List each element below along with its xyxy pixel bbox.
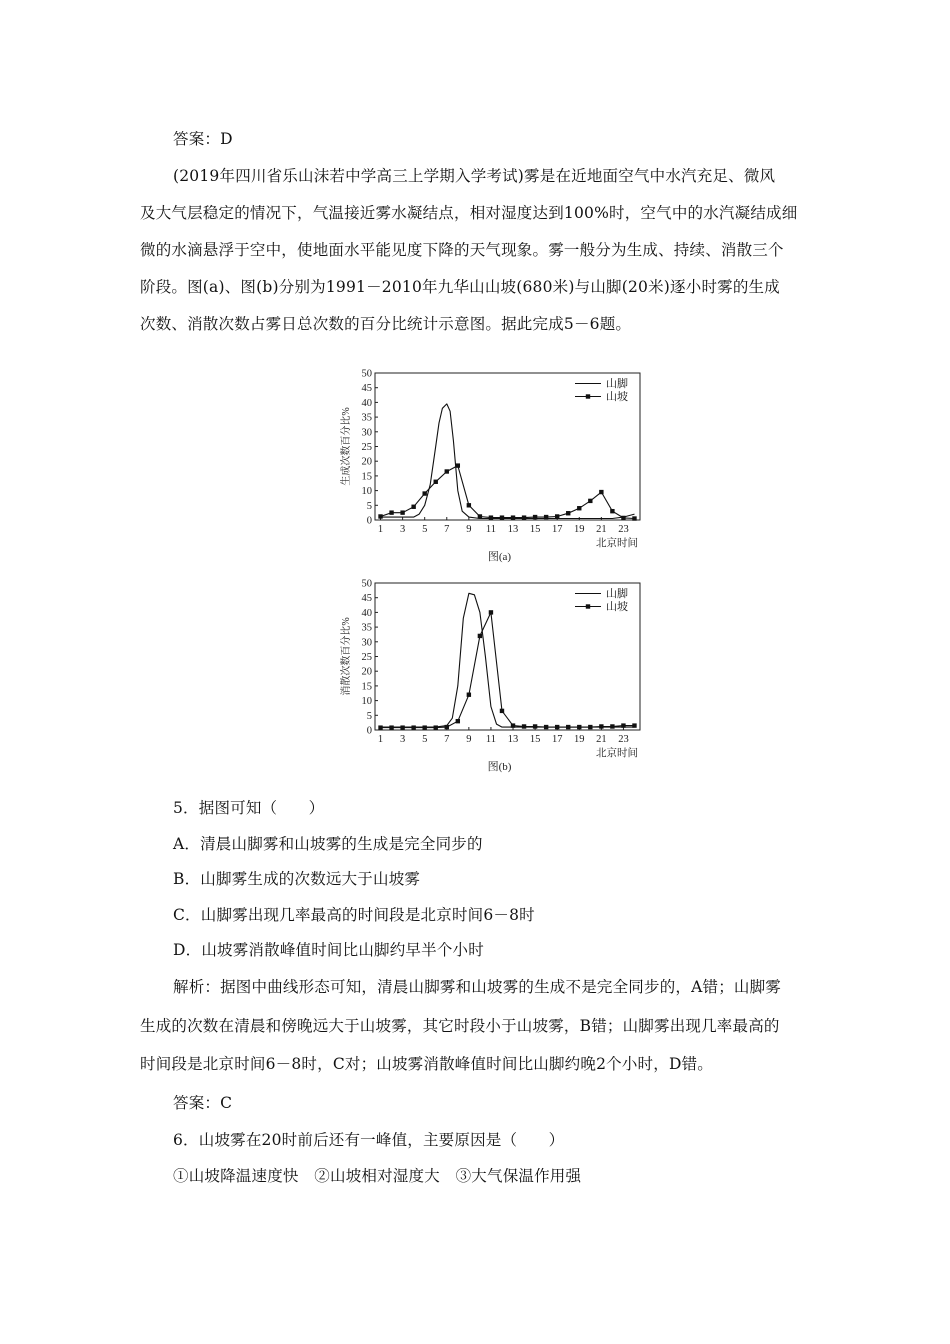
series-line-山坡 [381,466,635,519]
data-point [500,515,504,519]
data-point [434,725,438,729]
y-tick-label: 10 [361,696,372,708]
x-tick-label: 9 [466,734,472,745]
y-tick-label: 25 [361,442,372,453]
x-tick-label: 7 [444,734,450,745]
y-axis-label: 生成次数百分比% [341,407,352,486]
data-point [489,515,493,519]
data-point [632,723,636,727]
analysis-line: 生成的次数在清晨和傍晚远大于山坡雾，其它时段小于山坡雾，B错；山脚雾出现几率最高的 [140,1017,780,1035]
x-tick-label: 7 [444,524,450,535]
x-tick-label: 1 [377,524,384,535]
x-tick-label: 21 [596,524,607,535]
analysis-line: 解析：据图中曲线形态可知，清晨山脚雾和山坡雾的生成不是完全同步的，A错；山脚雾 [173,978,781,996]
y-tick-label: 40 [361,397,372,409]
y-axis-label: 消散次数百分比% [341,617,352,696]
passage-line: 次数、消散次数占雾日总次数的百分比统计示意图。据此完成5－6题。 [140,315,632,333]
data-point [610,724,614,728]
passage-line: 微的水滴悬浮于空中，使地面水平能见度下降的天气现象。雾一般分为生成、持续、消散三个 [140,241,784,259]
chart-a [335,363,655,570]
data-point [621,723,625,727]
x-axis-label: 北京时间 [596,538,638,549]
y-tick-label: 40 [361,607,372,619]
data-point [632,516,636,520]
legend-marker [586,394,590,398]
y-tick-label: 10 [361,486,372,498]
data-point [411,505,415,509]
x-tick-label: 17 [551,734,563,745]
x-tick-label: 9 [466,524,472,535]
chart-b [335,573,655,780]
y-tick-label: 30 [361,637,372,649]
x-tick-label: 1 [377,734,384,745]
y-tick-label: 15 [361,471,372,483]
y-tick-label: 5 [366,710,372,722]
data-point [411,725,415,729]
x-tick-label: 15 [529,524,541,535]
y-tick-label: 45 [361,593,372,605]
data-point [599,724,603,728]
data-point [456,463,460,467]
x-tick-label: 15 [529,734,541,745]
data-point [522,515,526,519]
data-point [555,514,559,518]
x-tick-label: 17 [551,524,563,535]
data-point [400,510,404,514]
y-tick-label: 30 [361,427,372,439]
data-point [533,724,537,728]
x-tick-label: 19 [574,734,585,745]
y-tick-label: 45 [361,383,372,395]
y-tick-label: 15 [361,681,372,693]
passage-line: 阶段。图(a)、图(b)分别为1991－2010年九华山山坡(680米)与山脚(20米)逐小时雾的生成 [140,278,780,296]
y-tick-label: 35 [361,412,372,424]
passage-line: 及大气层稳定的情况下，气温接近雾水凝结点，相对湿度达到100%时，空气中的水汽凝结成细 [140,204,798,222]
y-tick-label: 50 [361,368,372,380]
data-point [577,506,581,510]
option-a: A．清晨山脚雾和山坡雾的生成是完全同步的 [173,835,483,853]
data-point [610,509,614,513]
data-point [478,514,482,518]
data-point [599,490,603,494]
data-point [389,510,393,514]
data-point [445,469,449,473]
y-tick-label: 20 [361,666,372,678]
plot-frame [375,373,640,520]
data-point [400,725,404,729]
legend-label: 山脚 [606,378,628,390]
option-c: C．山脚雾出现几率最高的时间段是北京时间6－8时 [173,906,535,924]
legend-label: 山脚 [606,588,628,600]
x-tick-label: 11 [485,524,496,535]
x-axis-label: 北京时间 [596,748,638,759]
data-point [533,515,537,519]
data-point [522,724,526,728]
series-line-山脚 [381,593,635,727]
x-tick-label: 23 [618,524,629,535]
passage-line: (2019年四川省乐山沫若中学高三上学期入学考试)雾是在近地面空气中水汽充足、微风 [173,167,776,185]
x-tick-label: 3 [399,524,406,535]
option-b: B．山脚雾生成的次数远大于山坡雾 [173,870,421,888]
data-point [544,515,548,519]
y-tick-label: 0 [366,725,372,737]
y-tick-label: 5 [366,500,372,512]
data-point [467,693,471,697]
legend-label: 山坡 [606,601,628,613]
y-tick-label: 20 [361,456,372,468]
data-point [544,725,548,729]
data-point [566,725,570,729]
data-point [389,725,393,729]
plot-frame [375,583,640,730]
data-point [467,503,471,507]
data-point [422,491,426,495]
answer-line: 答案：C [173,1094,233,1112]
data-point [511,723,515,727]
data-point [555,725,559,729]
data-point [478,634,482,638]
x-tick-label: 21 [596,734,607,745]
data-point [378,725,382,729]
data-point [566,511,570,515]
chart-caption: 图(b) [487,761,512,773]
chart-caption: 图(a) [487,551,512,563]
data-point [422,725,426,729]
question-5: 5．据图可知（ ） [173,799,325,817]
x-tick-label: 3 [399,734,406,745]
data-point [445,725,449,729]
data-point [378,514,382,518]
data-point [511,515,515,519]
question-6-options: ①山坡降温速度快 ②山坡相对湿度大 ③大气保温作用强 [173,1167,582,1185]
y-tick-label: 25 [361,652,372,663]
data-point [489,610,493,614]
data-point [577,725,581,729]
x-tick-label: 19 [574,524,585,535]
x-tick-label: 13 [507,734,519,745]
data-point [500,709,504,713]
x-tick-label: 13 [507,524,519,535]
x-tick-label: 11 [485,734,496,745]
data-point [456,719,460,723]
x-tick-label: 5 [422,524,428,535]
data-point [588,725,592,729]
y-tick-label: 35 [361,622,372,634]
x-tick-label: 23 [618,734,629,745]
data-point [434,480,438,484]
x-tick-label: 5 [422,734,428,745]
y-tick-label: 0 [366,515,372,527]
analysis-line: 时间段是北京时间6－8时，C对；山坡雾消散峰值时间比山脚约晚2个小时，D错。 [140,1055,713,1073]
answer-line: 答案：D [173,130,233,148]
series-line-山坡 [381,612,635,727]
question-6: 6．山坡雾在20时前后还有一峰值，主要原因是（ ） [173,1131,565,1149]
option-d: D．山坡雾消散峰值时间比山脚约早半个小时 [173,941,484,959]
legend-marker [586,604,590,608]
data-point [621,516,625,520]
y-tick-label: 50 [361,578,372,590]
legend-label: 山坡 [606,391,628,403]
data-point [588,499,592,503]
